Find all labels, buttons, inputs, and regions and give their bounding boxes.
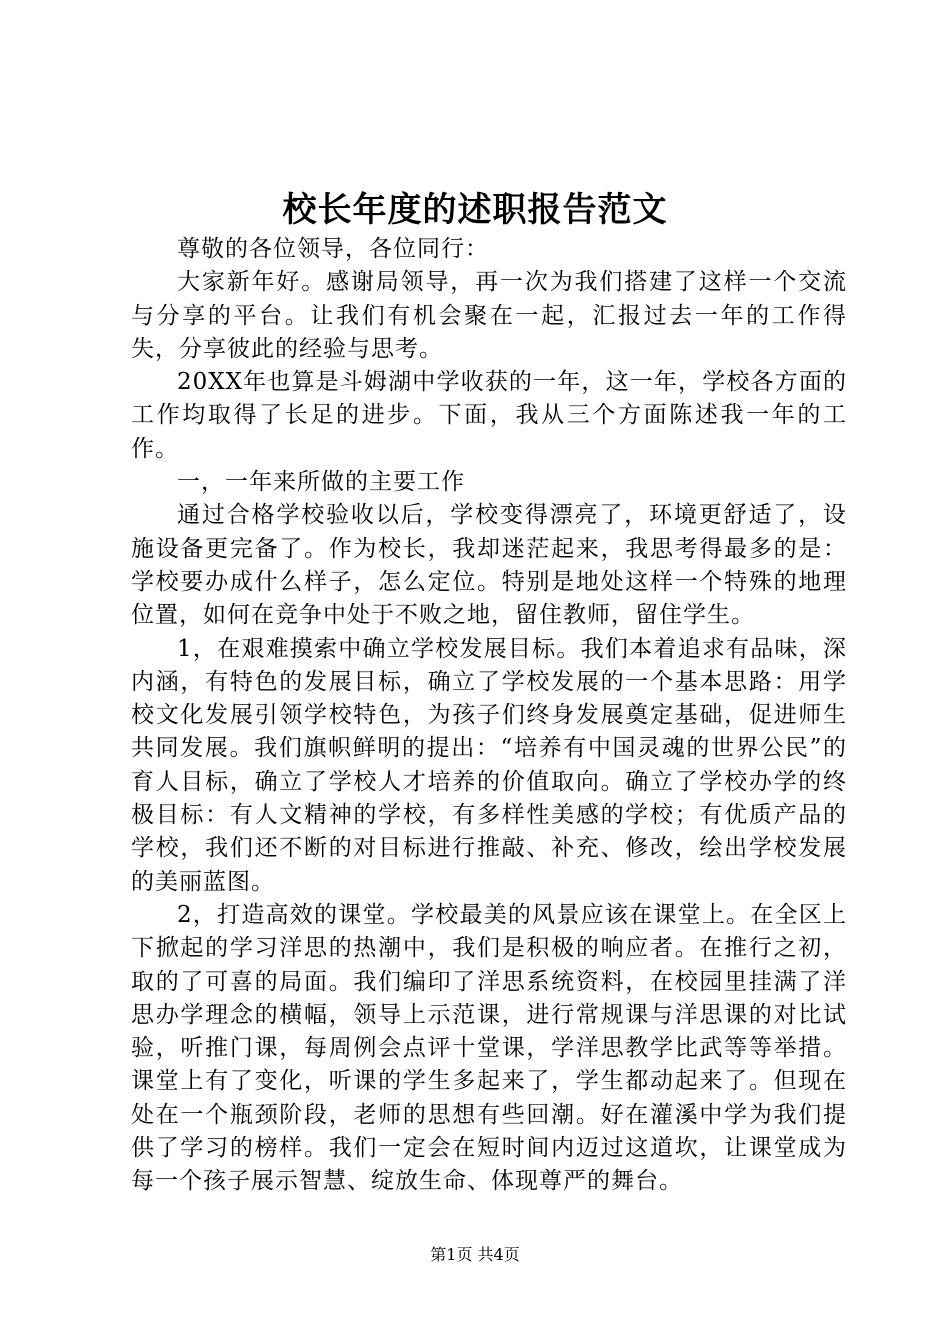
document-title: 校长年度的述职报告范文 bbox=[282, 190, 668, 230]
paragraph-efficient-classroom: 2，打造高效的课堂。学校最美的风景应该在课堂上。在全区上下掀起的学习洋思的热潮中，我们是积极的响应者。在推行之初，取的了可喜的局面。我们编印了洋思系统资料，在校园里挂满了洋思办学理念的横幅，领导上示范课，进行常规课与洋思课的对比试验，听推门课，每周例会点评十堂课，学洋思教学比武等等举措。课堂上有了变化，听课的学生多起来了，学生都动起来了。但现在处在一个瓶颈阶段，老师的思想有些回潮。好在灌溪中学为我们提供了学习的榜样。我们一定会在短时间内迈过这道坎，让课堂成为每一个孩子展示智慧、绽放生命、体现尊严的舞台。 bbox=[131, 901, 847, 1195]
paragraph-development-goals: 1，在艰难摸索中确立学校发展目标。我们本着追求有品味，深内涵，有特色的发展目标，确立了学校发展的一个基本思路：用学校文化发展引领学校特色，为孩子们终身发展奠定基础，促进师生共同发展。我们旗帜鲜明的提出：“培养有中国灵魂的世界公民”的育人目标，确立了学校人才培养的价值取向。确立了学校办学的终极目标：有人文精神的学校，有多样性美感的学校；有优质产品的学校，我们还不断的对目标进行推敲、补充、修改，绘出学校发展的美丽蓝图。 bbox=[131, 635, 847, 895]
section-heading-main-work: 一，一年来所做的主要工作 bbox=[177, 469, 465, 496]
document-body bbox=[131, 233, 847, 1199]
page-number-footer: 第1页 共4页 bbox=[430, 1245, 520, 1264]
paragraph-school-positioning: 通过合格学校验收以后，学校变得漂亮了，环境更舒适了，设施设备更完备了。作为校长，我却迷茫起来，我思考得最多的是：学校要办成什么样子，怎么定位。特别是地处这样一个特殊的地理位置，如何在竞争中处于不败之地，留住教师，留住学生。 bbox=[131, 502, 847, 629]
paragraph-greeting: 大家新年好。感谢局领导，再一次为我们搭建了这样一个交流与分享的平台。让我们有机会聚在一起，汇报过去一年的工作得失，分享彼此的经验与思考。 bbox=[131, 269, 847, 362]
paragraph-year-summary: 20XX年也算是斗姆湖中学收获的一年，这一年，学校各方面的工作均取得了长足的进步。下面，我从三个方面陈述我一年的工作。 bbox=[131, 369, 847, 462]
paragraph-salutation: 尊敬的各位领导，各位同行： bbox=[177, 236, 489, 262]
